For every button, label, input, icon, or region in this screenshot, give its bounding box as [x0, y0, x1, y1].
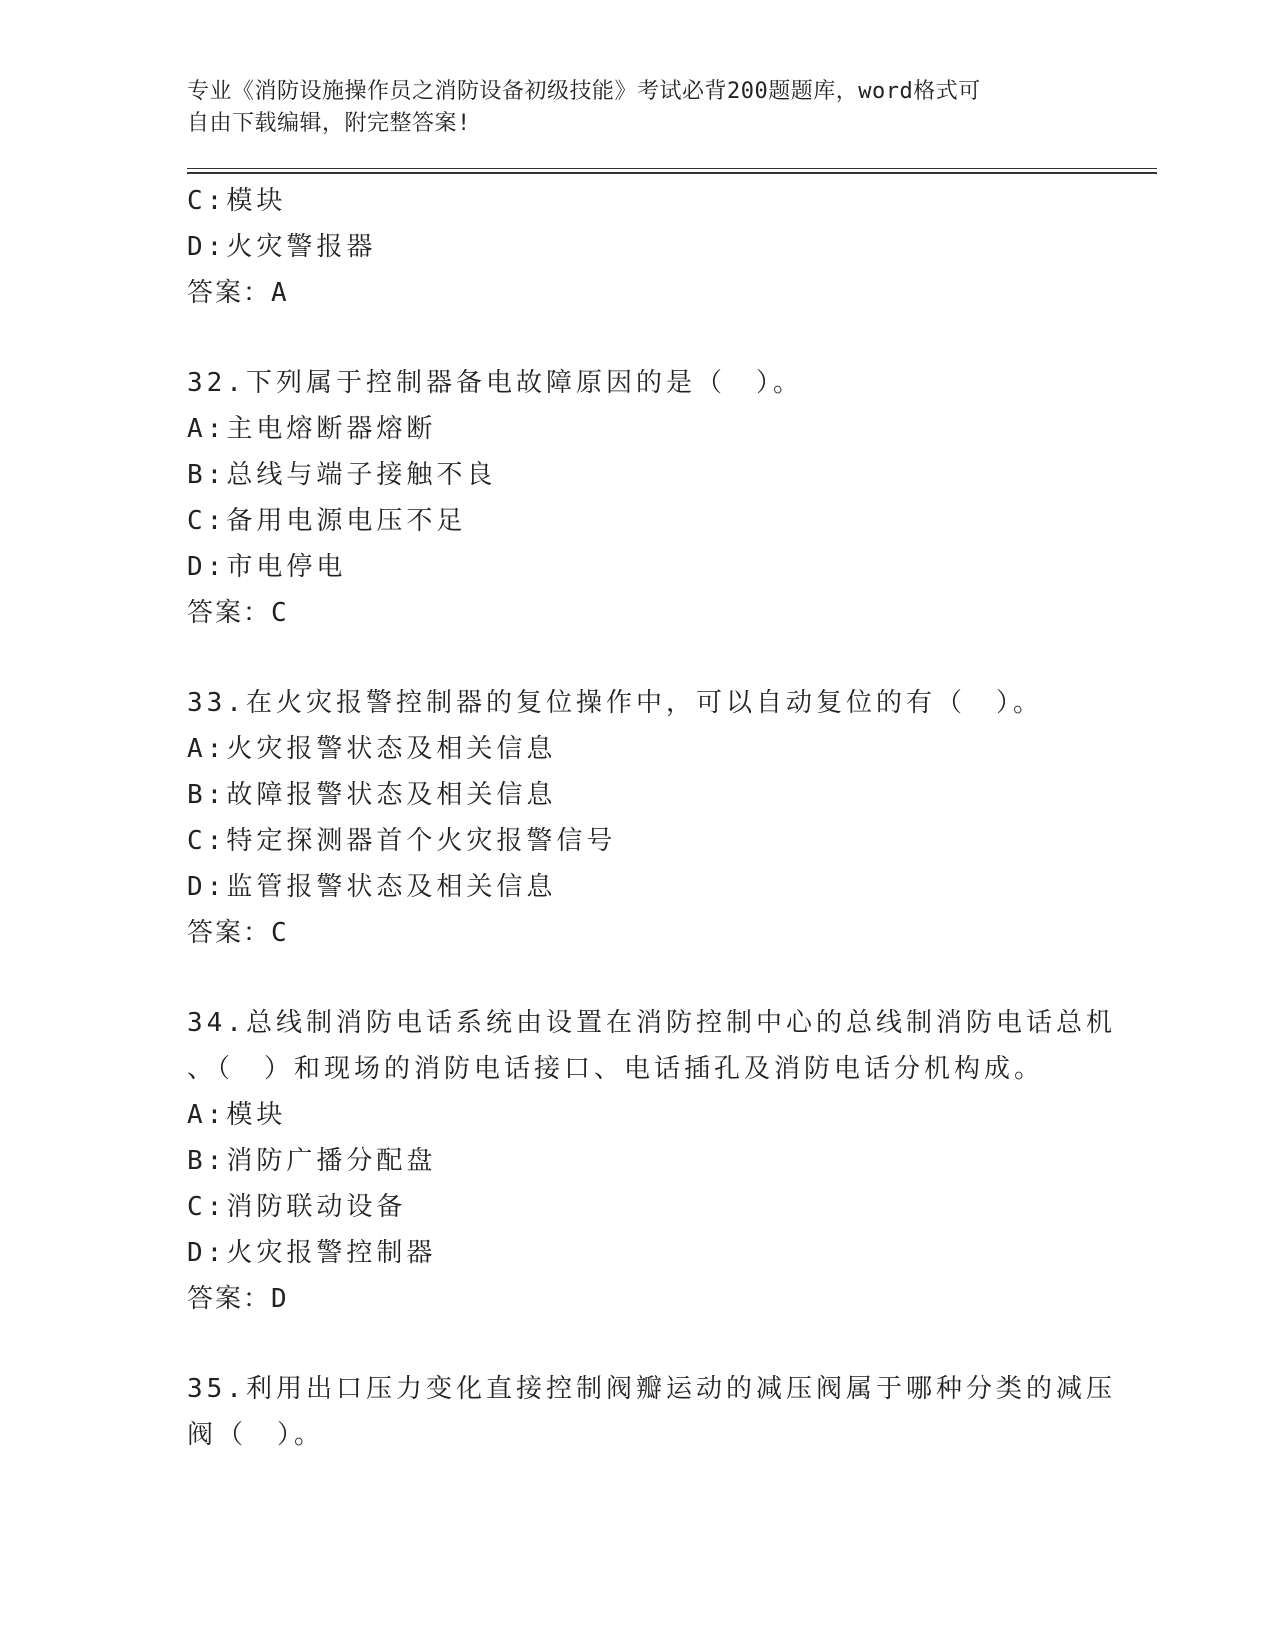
option-label: B: [187, 1146, 227, 1176]
option-item [187, 1092, 1157, 1138]
option-item [187, 1230, 1157, 1276]
option-label: A: [187, 414, 227, 444]
document-page [187, 70, 1157, 1458]
question-text-continued: 、（ ）和现场的消防电话接口、电话插孔及消防电话分机构成。 [187, 1054, 1045, 1084]
answer-line: 答案：A [187, 278, 289, 308]
question-number: 35. [187, 1374, 246, 1404]
option-item [187, 726, 1157, 772]
question-block [187, 1000, 1157, 1322]
header-line-2: 自由下载编辑，附完整答案! [187, 111, 471, 136]
option-text: 模块 [226, 1100, 287, 1130]
question-text-continued: 阀（ ）。 [187, 1420, 325, 1450]
question-text: 在火灾报警控制器的复位操作中，可以自动复位的有（ ）。 [245, 688, 1043, 718]
option-text: 备用电源电压不足 [226, 506, 467, 536]
option-text: 监管报警状态及相关信息 [226, 872, 557, 902]
document-header [187, 70, 1157, 140]
option-item [187, 772, 1157, 818]
option-item [187, 452, 1157, 498]
option-item [187, 406, 1157, 452]
option-label: C: [187, 826, 227, 856]
option-item [187, 864, 1157, 910]
option-text: 火灾报警控制器 [226, 1238, 437, 1268]
option-item [187, 224, 1157, 270]
option-label: B: [187, 780, 227, 810]
option-item [187, 178, 1157, 224]
question-block [187, 1366, 1157, 1458]
option-text: 总线与端子接触不良 [226, 460, 497, 490]
option-text: 模块 [226, 186, 287, 216]
option-label: B: [187, 460, 227, 490]
question-number: 34. [187, 1008, 246, 1038]
question-number: 33. [187, 688, 246, 718]
answer-line: 答案：D [187, 1284, 289, 1314]
option-label: C: [187, 186, 227, 216]
option-label: A: [187, 1100, 227, 1130]
question-number: 32. [187, 368, 246, 398]
option-label: D: [187, 1238, 227, 1268]
option-text: 火灾报警状态及相关信息 [226, 734, 557, 764]
option-item [187, 544, 1157, 590]
divider-thick [187, 172, 1157, 174]
option-label: C: [187, 506, 227, 536]
option-text: 特定探测器首个火灾报警信号 [226, 826, 617, 856]
answer-line: 答案：C [187, 598, 289, 628]
option-label: A: [187, 734, 227, 764]
option-item [187, 1138, 1157, 1184]
option-text: 故障报警状态及相关信息 [226, 780, 557, 810]
question-stem [187, 680, 1157, 726]
option-label: D: [187, 872, 227, 902]
question-block [187, 360, 1157, 636]
answer-line: 答案：C [187, 918, 289, 948]
option-item [187, 1184, 1157, 1230]
question-text: 利用出口压力变化直接控制阀瓣运动的减压阀属于哪种分类的减压 [245, 1374, 1116, 1404]
question-stem [187, 1366, 1157, 1458]
question-stem [187, 360, 1157, 406]
option-label: C: [187, 1192, 227, 1222]
option-item [187, 498, 1157, 544]
option-text: 消防广播分配盘 [226, 1146, 437, 1176]
option-text: 消防联动设备 [226, 1192, 407, 1222]
divider-thin [187, 168, 1157, 169]
option-text: 火灾警报器 [226, 232, 377, 262]
option-label: D: [187, 232, 227, 262]
header-divider [187, 168, 1157, 174]
option-text: 主电熔断器熔断 [226, 414, 437, 444]
question-text: 总线制消防电话系统由设置在消防控制中心的总线制消防电话总机 [245, 1008, 1116, 1038]
header-line-1: 专业《消防设施操作员之消防设备初级技能》考试必背200题题库，word格式可 [187, 79, 981, 104]
option-item [187, 818, 1157, 864]
carryover-block [187, 178, 1157, 316]
question-stem [187, 1000, 1157, 1092]
question-block [187, 680, 1157, 956]
option-label: D: [187, 552, 227, 582]
question-text: 下列属于控制器备电故障原因的是（ ）。 [245, 368, 803, 398]
option-text: 市电停电 [226, 552, 347, 582]
header-title [187, 70, 1157, 140]
